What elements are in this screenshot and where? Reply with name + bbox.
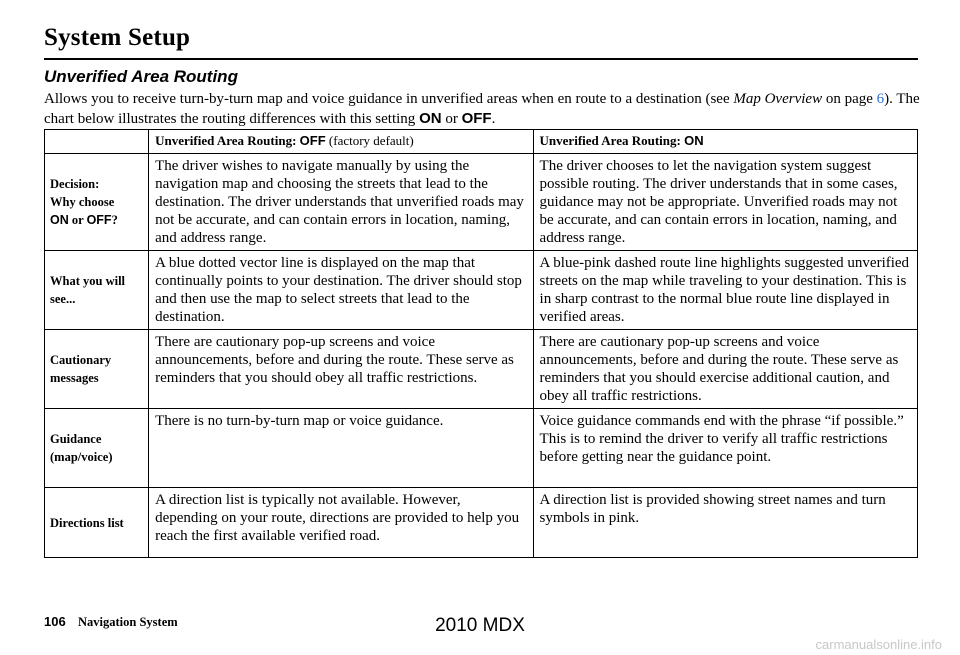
table-row-what-you-see (45, 251, 918, 330)
row-label-line1: Directions list (50, 515, 124, 530)
cell-off-what-you-see: A blue dotted vector line is displayed on the map that continually points to your destination. The driver should stop and then use the map to select streets that lead to the destination. (149, 251, 533, 330)
intro-text-1: Allows you to receive turn-by-turn map and voice guidance in unverified areas when en route to a destination (see (44, 91, 734, 107)
row-label-off: OFF (86, 213, 112, 227)
row-label-line2: see... (50, 292, 76, 306)
row-label-line1: Guidance (50, 432, 102, 446)
header-on-value: ON (684, 133, 704, 148)
routing-comparison-table (44, 129, 918, 558)
section-heading: Unverified Area Routing (44, 67, 238, 86)
table-row-guidance (45, 409, 918, 488)
cell-off-guidance: There is no turn-by-turn map or voice guidance. (149, 409, 533, 488)
cell-off-directions: A direction list is typically not available. However, depending on your route, directions are provided to help you reach the first available verified road. (149, 488, 533, 558)
intro-text-3: ). The chart below illustrates the routing differences with this setting (44, 91, 920, 127)
table-row-directions (45, 488, 918, 558)
page-link[interactable]: 6 (876, 91, 885, 107)
header-off-suffix: (factory default) (325, 133, 414, 148)
header-off-column (149, 130, 533, 154)
intro-reference: Map Overview (733, 91, 823, 107)
table-row-cautionary (45, 330, 918, 409)
site-watermark: carmanualsonline.info (815, 637, 942, 652)
cell-on-guidance: Voice guidance commands end with the phrase “if possible.” This is to remind the driver to verify all traffic restrictions before getting near the guidance point. (533, 409, 917, 488)
row-label-line2: messages (50, 371, 99, 385)
header-off-value: OFF (299, 133, 326, 148)
cell-off-decision: The driver wishes to navigate manually by using the navigation map and choosing the streets that lead to the destination. The driver understands that unverified roads may not be accurate, and can contain errors in location, naming, and address range. (149, 154, 533, 251)
header-empty-cell (45, 130, 149, 154)
cell-on-directions: A direction list is provided showing street names and turn symbols in pink. (533, 488, 917, 558)
cell-off-cautionary: There are cautionary pop-up screens and voice announcements, before and during the route. These serve as reminders that you should obey all traffic restrictions. (149, 330, 533, 409)
row-label-on: ON (50, 213, 69, 227)
row-label-line2: Why choose (50, 195, 115, 209)
row-label-guidance (45, 409, 149, 488)
table-row-decision (45, 154, 918, 251)
row-label-directions (45, 488, 149, 558)
row-label-or: or (68, 213, 87, 227)
table-header-row (45, 130, 918, 154)
page-title: System Setup (44, 24, 191, 51)
cell-on-decision: The driver chooses to let the navigation system suggest possible routing. The driver understands that in some cases, guidance may not be appropriate. Unverified roads may not be accurate, and can contain errors in location, naming, and address range. (533, 154, 917, 251)
row-label-line1: Decision: (50, 177, 100, 191)
intro-or: or (441, 111, 462, 127)
row-label-cautionary (45, 330, 149, 409)
row-label-question: ? (111, 213, 118, 227)
title-divider (44, 58, 918, 60)
header-off-prefix: Unverified Area Routing: (155, 133, 300, 148)
intro-on-label: ON (419, 110, 442, 127)
cell-on-cautionary: There are cautionary pop-up screens and voice announcements, before and during the route. These serve as reminders that you should exercise additional caution, and obey all traffic restrictions. (533, 330, 917, 409)
footer-section-label: Navigation System (78, 615, 178, 629)
row-label-what-you-see (45, 251, 149, 330)
row-label-line2: (map/voice) (50, 450, 113, 464)
footer-page-number: 106 (44, 614, 66, 629)
header-on-column (533, 130, 917, 154)
intro-paragraph (44, 90, 924, 129)
row-label-decision (45, 154, 149, 251)
cell-on-what-you-see: A blue-pink dashed route line highlights suggested unverified streets on the map while traveling to your destination. This is in sharp contrast to the normal blue route line displayed in verified areas. (533, 251, 917, 330)
header-on-prefix: Unverified Area Routing: (539, 133, 685, 148)
intro-text-2: on page (822, 91, 877, 107)
row-label-line1: Cautionary (50, 353, 112, 367)
intro-end: . (491, 111, 496, 127)
row-label-line1: What you will (50, 274, 126, 288)
intro-off-label: OFF (461, 110, 492, 127)
footer-model-name: 2010 MDX (435, 615, 525, 636)
